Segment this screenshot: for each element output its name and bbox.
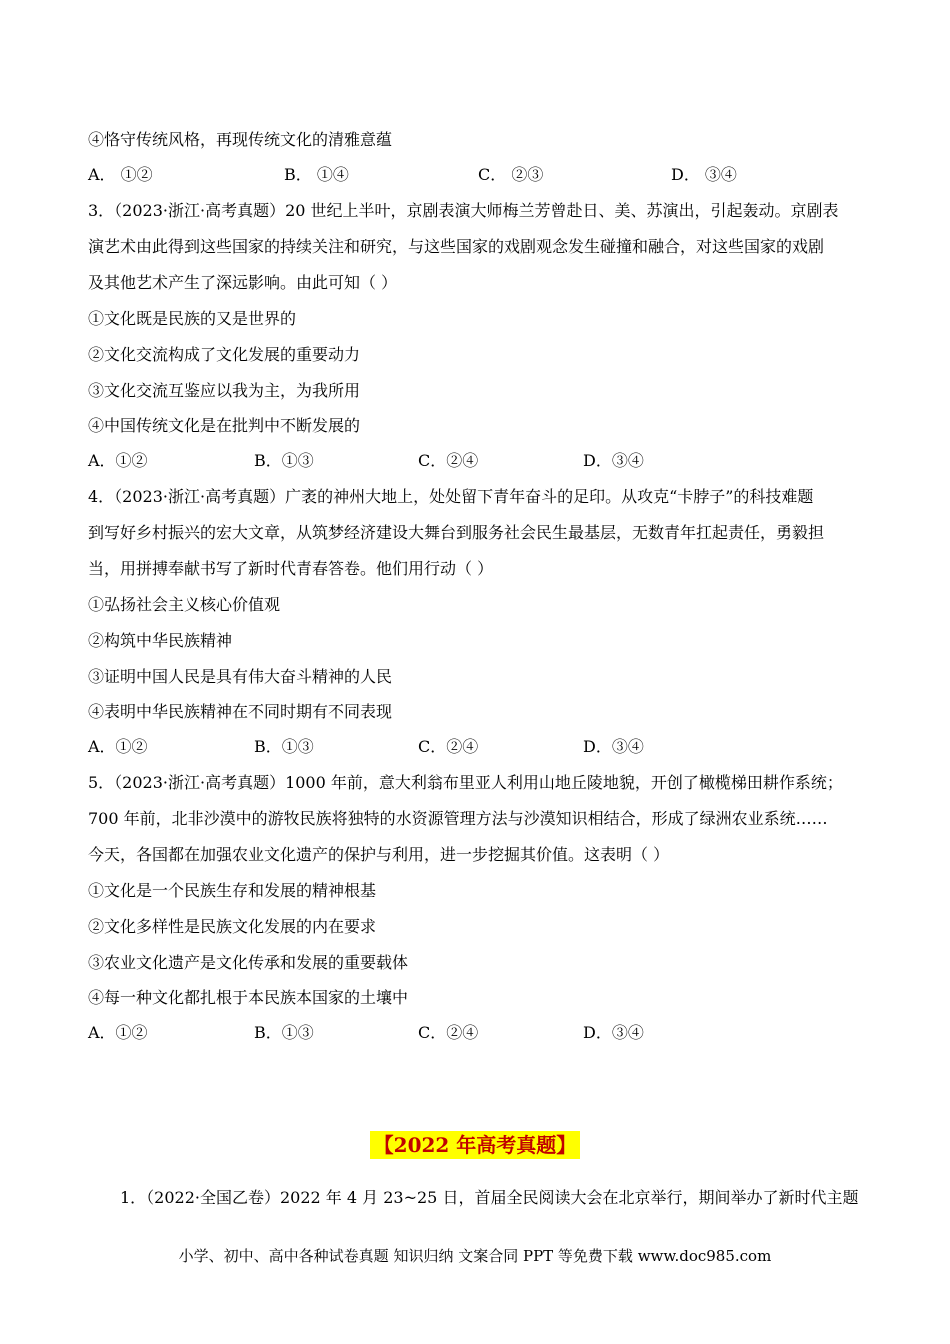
section-heading [0, 1131, 950, 1159]
q2022-1-stem-line-1: 1．（2022·全国乙卷）2022 年 4 月 23~25 日，首届全民阅读大会在北京举行，期间举办了新时代主题 [120, 1188, 859, 1207]
section-title: 【2022 年高考真题】 [370, 1131, 581, 1159]
q3-item-4: ④中国传统文化是在批判中不断发展的 [88, 416, 361, 435]
q5-stem-line-2: 700 年前，北非沙漠中的游牧民族将独特的水资源管理方法与沙漠知识相结合，形成了绿洲农业系统…… [88, 809, 828, 828]
q3-item-3: ③文化交流互鉴应以我为主，为我所用 [88, 381, 361, 400]
q5-item-3: ③农业文化遗产是文化传承和发展的重要载体 [88, 953, 409, 972]
q4-item-4: ④表明中华民族精神在不同时期有不同表现 [88, 702, 393, 721]
q5-option-a: A．①② [88, 1023, 148, 1042]
q2-option-a: A． ①② [88, 165, 153, 184]
q5-stem-line-1: 5．（2023·浙江·高考真题）1000 年前，意大利翁布里亚人利用山地丘陵地貌，开创了橄榄梯田耕作系统； [88, 773, 843, 792]
q5-option-c: C．②④ [418, 1023, 479, 1042]
q3-option-c: C．②④ [418, 451, 479, 470]
q5-item-4: ④每一种文化都扎根于本民族本国家的土壤中 [88, 988, 409, 1007]
q5-stem-line-3: 今天，各国都在加强农业文化遗产的保护与利用，进一步挖掘其价值。这表明（ ） [88, 845, 670, 864]
q2-option-c: C． ②③ [478, 165, 544, 184]
q5-item-1: ①文化是一个民族生存和发展的精神根基 [88, 881, 377, 900]
q4-option-b: B．①③ [254, 737, 314, 756]
q4-option-c: C．②④ [418, 737, 479, 756]
page-footer: 小学、初中、高中各种试卷真题 知识归纳 文案合同 PPT 等免费下载 www.doc985.com [178, 1247, 772, 1265]
q4-stem-line-1: 4．（2023·浙江·高考真题）广袤的神州大地上，处处留下青年奋斗的足印。从攻克“卡脖子”的科技难题 [88, 487, 814, 506]
q3-item-2: ②文化交流构成了文化发展的重要动力 [88, 345, 361, 364]
q3-stem-line-1: 3．（2023·浙江·高考真题）20 世纪上半叶，京剧表演大师梅兰芳曾赴日、美、苏演出，引起轰动。京剧表 [88, 201, 839, 220]
q5-option-d: D．③④ [583, 1023, 644, 1042]
q4-option-d: D．③④ [583, 737, 644, 756]
q4-stem-line-2: 到写好乡村振兴的宏大文章，从筑梦经济建设大舞台到服务社会民生最基层，无数青年扛起责任，勇毅担 [88, 523, 825, 542]
q2-option-b: B． ①④ [284, 165, 349, 184]
q2-option-d: D． ③④ [671, 165, 737, 184]
q3-stem-line-3: 及其他艺术产生了深远影响。由此可知（ ） [88, 273, 398, 292]
q3-stem-line-2: 演艺术由此得到这些国家的持续关注和研究，与这些国家的戏剧观念发生碰撞和融合，对这些国家的戏剧 [88, 237, 825, 256]
q4-item-2: ②构筑中华民族精神 [88, 631, 233, 650]
q4-option-a: A．①② [88, 737, 148, 756]
q3-item-1: ①文化既是民族的又是世界的 [88, 309, 297, 328]
q4-stem-line-3: 当，用拼搏奉献书写了新时代青春答卷。他们用行动（ ） [88, 559, 494, 578]
q3-option-d: D．③④ [583, 451, 644, 470]
q2-item-4: ④恪守传统风格，再现传统文化的清雅意蕴 [88, 130, 393, 149]
q3-option-b: B．①③ [254, 451, 314, 470]
q5-item-2: ②文化多样性是民族文化发展的内在要求 [88, 917, 377, 936]
q5-option-b: B．①③ [254, 1023, 314, 1042]
q4-item-1: ①弘扬社会主义核心价值观 [88, 595, 281, 614]
q4-item-3: ③证明中国人民是具有伟大奋斗精神的人民 [88, 667, 393, 686]
q3-option-a: A．①② [88, 451, 148, 470]
